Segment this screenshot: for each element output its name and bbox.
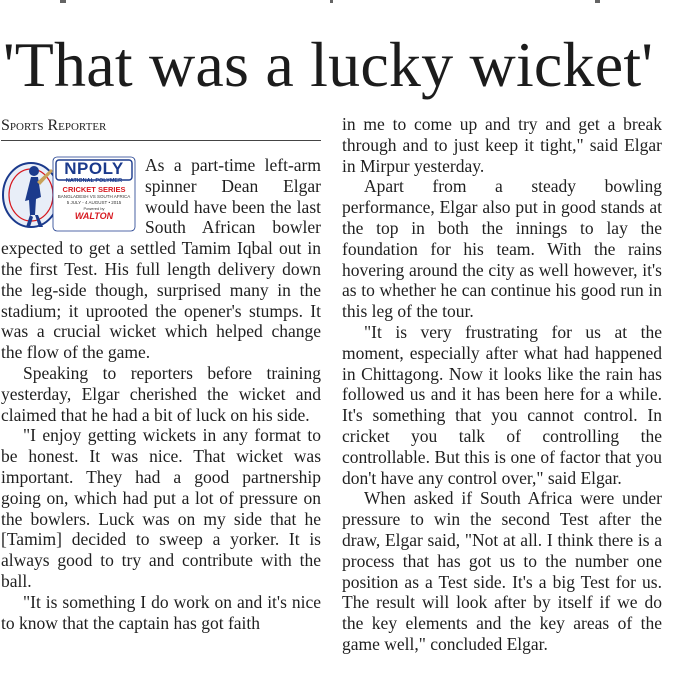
article-paragraph: "It is something I do work on and it's nice to know that the captain has got faith bbox=[1, 591, 321, 633]
article-paragraph: Apart from a steady bowling performance, Elgar also put in good stands at the top in both the innings to lay the foundation for his team. With the rains hovering around the city as well however, it's as to whether he can continue his good run in this leg of the tour. bbox=[342, 176, 662, 322]
article-paragraph: in me to come up and try and get a break through and to just keep it tight," said Elgar in Mirpur yesterday. bbox=[342, 114, 662, 176]
article-column-right bbox=[342, 114, 662, 655]
article-paragraph: "I enjoy getting wickets in any format to be honest. It was nice. That wicket was important. They had a good partnership going on, which had put a lot of pressure on the bowlers. Luck was on my side that he [Tamim] decided to sweep a yorker. It is always good to try and contribute with the ball. bbox=[1, 425, 321, 591]
logo-series: CRICKET SERIES bbox=[62, 185, 126, 194]
article-paragraph: Speaking to reporters before training yesterday, Elgar cherished the wicket and claimed that he had a bit of luck on his side. bbox=[1, 362, 321, 425]
series-logo bbox=[1, 155, 136, 233]
byline-rule bbox=[1, 140, 321, 141]
logo-text bbox=[53, 159, 135, 222]
byline: Sports Reporter bbox=[1, 117, 107, 134]
article-paragraph: "It is very frustrating for us at the moment, especially after what had happened in Chittagong. Now it looks like the rain has followed us and it has been here for a while. It's something that you cannot control. In cricket you talk of controlling the controllable. But this is one of factor that you don't have any control over," said Elgar. bbox=[342, 321, 662, 488]
article-column-left bbox=[1, 155, 321, 633]
article-paragraph: When asked if South Africa were under pressure to win the second Test after the draw, Elgar said, "Not at all. I think there is a process that has got us to the number one position as a Test side. It's a big Test for us. The result will look after by itself if we do the key elements and the key areas of the game well," concluded Elgar. bbox=[342, 488, 662, 654]
article-paragraph: As a part-time left-arm spinner Dean Elgar would have been the last South African bowler expected to get a settled Tamim Iqbal out in the first Test. His full length delivery down the leg-side though, surprised many in the stadium; it uprooted the opener's stumps. It was a crucial wicket which helped change the flow of the game. bbox=[1, 155, 321, 363]
headline: 'That was a lucky wicket' bbox=[3, 29, 654, 100]
logo-subtitle: NATIONAL POLYMER bbox=[65, 178, 123, 184]
logo-sponsor: WALTON bbox=[74, 211, 114, 221]
top-border bbox=[0, 0, 683, 3]
logo-powered-by: Powered by bbox=[83, 206, 105, 211]
logo-brand: NPOLY bbox=[64, 159, 124, 178]
logo-match-line: BANGLADESH VS SOUTH AFRICA bbox=[57, 194, 131, 199]
logo-dates: 5 JULY - 4 AUGUST • 2015 bbox=[66, 200, 122, 205]
